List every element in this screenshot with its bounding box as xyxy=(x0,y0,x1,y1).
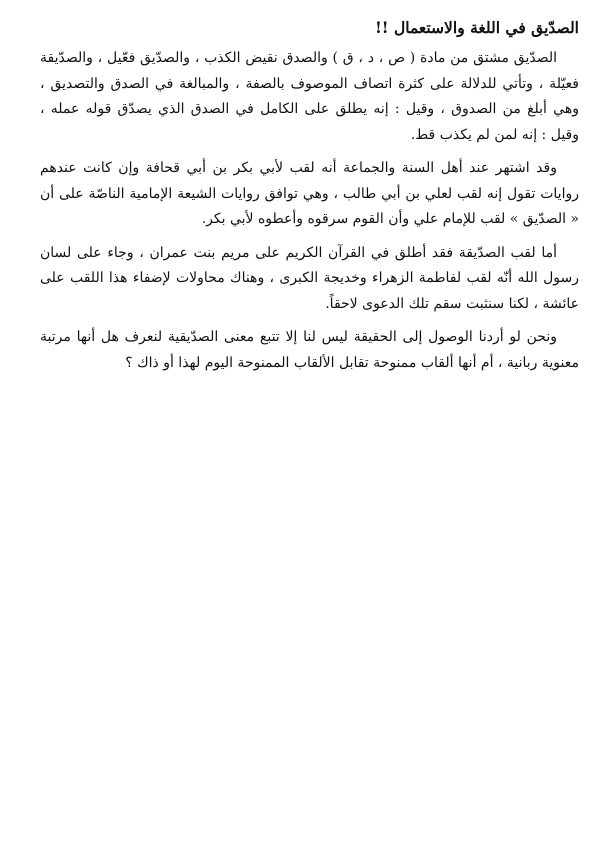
paragraph-etymology: الصدّيق مشتق من مادة ( ص ، د ، ق ) والصدق نقيض الكذب ، والصدّيق فعّيل ، والصدّيقة فعيّلة ، وتأتي للدلالة على كثرة اتصاف الموصوف بالصفة ، والمبالغة في الصدق والتصديق ، وهي أبلغ من الصدوق ، وقيل : إنه يطلق على الكامل في الصدق الذي يصدّق قوله عمله ، وقيل : إنه لمن لم يكذب قط. xyxy=(40,50,579,143)
paragraph-sunni-shia-usage: وقد اشتهر عند أهل السنة والجماعة أنه لقب لأبي بكر بن أبي قحافة وإن كانت عندهم روايات تقول إنه لقب لعلي بن أبي طالب ، وهي توافق روايات الشيعة الإمامية الناصّة على أن « الصدّيق » لقب للإمام علي وأن القوم سرقوه وأعطوه لأبي بكر. xyxy=(40,160,579,227)
document-page xyxy=(40,14,579,384)
page-title: الصدّيق في اللغة والاستعمال !! xyxy=(374,18,579,37)
paragraph-research-question: ونحن لو أردنا الوصول إلى الحقيقة ليس لنا إلا تتبع معنى الصدّيقية لنعرف هل أنها مرتبة معنوية ربانية ، أم أنها ألقاب ممنوحة تقابل الألقاب الممنوحة اليوم لهذا أو ذاك ؟ xyxy=(40,329,579,371)
paragraph-siddiqa-title: أما لقب الصدّيقة فقد أطلق في القرآن الكريم على مريم بنت عمران ، وجاء على لسان رسول الله أنّه لقب لفاطمة الزهراء وخديجة الكبرى ، وهناك محاولات لإضفاء هذا اللقب على عائشة ، لكنا سنثبت سقم تلك الدعوى لاحقاً. xyxy=(40,244,579,312)
